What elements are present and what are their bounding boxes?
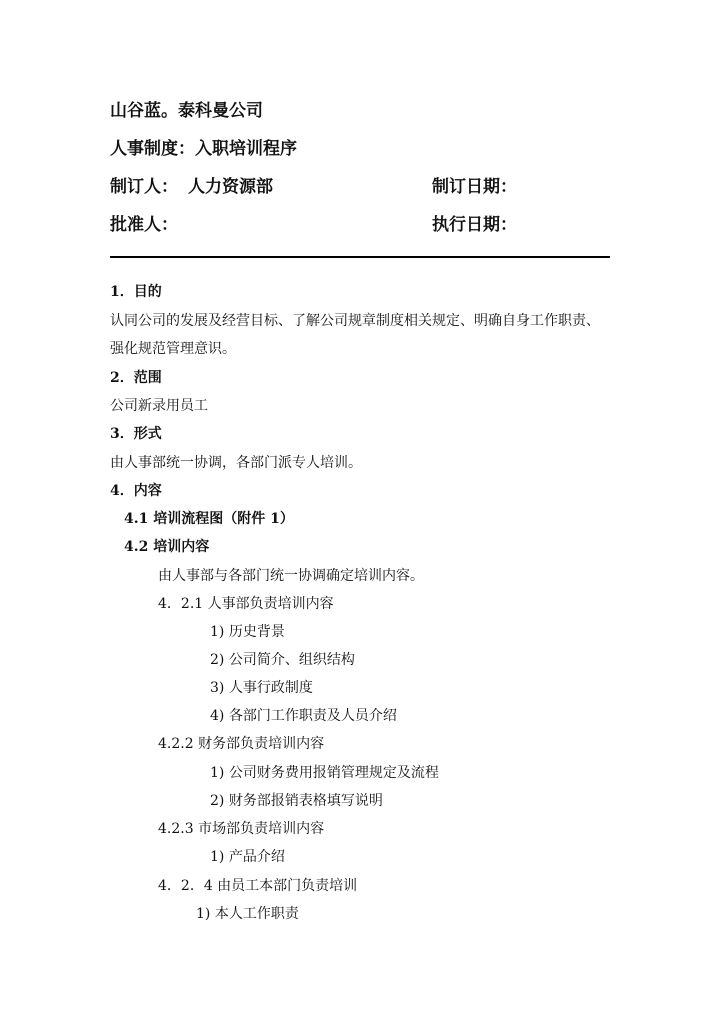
drafter-value: 人力资源部 — [188, 177, 273, 197]
section-3-title: 3．形式 — [110, 426, 162, 442]
section-4-2-text: 由人事部与各部门统一协调确定培训内容。 — [158, 568, 424, 584]
section-4-2-2-title: 4.2.2 财务部负责培训内容 — [158, 736, 325, 752]
exec-date-label: 执行日期： — [432, 215, 517, 235]
list-item: 3) 人事行政制度 — [210, 680, 313, 696]
policy-title: 人事制度：入职培训程序 — [110, 139, 297, 159]
list-item: 2) 财务部报销表格填写说明 — [210, 793, 383, 809]
section-3-text: 由人事部统一协调，各部门派专人培训。 — [110, 455, 362, 471]
list-item: 4) 各部门工作职责及人员介绍 — [210, 708, 397, 724]
section-4-2-title: 4.2 培训内容 — [124, 539, 210, 555]
section-1-title: 1．目的 — [110, 284, 162, 300]
list-item: 1) 历史背景 — [210, 624, 285, 640]
list-item: 2) 公司简介、组织结构 — [210, 652, 355, 668]
header-divider — [110, 256, 610, 258]
section-1-text-line-2: 强化规范管理意识。 — [110, 341, 236, 357]
company-title: 山谷蓝。泰科曼公司 — [110, 101, 263, 121]
section-2-title: 2．范围 — [110, 370, 162, 386]
section-2-text: 公司新录用员工 — [110, 398, 208, 414]
draft-date-label: 制订日期： — [432, 177, 517, 197]
section-4-1-title: 4.1 培训流程图（附件 1） — [124, 511, 294, 527]
list-item: 1) 产品介绍 — [210, 849, 285, 865]
drafter-label: 制订人： — [110, 177, 178, 197]
section-4-2-4-title: 4．2．4 由员工本部门负责培训 — [158, 878, 358, 894]
approver-label: 批准人： — [110, 215, 178, 235]
list-item: 1) 本人工作职责 — [196, 906, 299, 922]
section-1-text-line-1: 认同公司的发展及经营目标、了解公司规章制度相关规定、明确自身工作职责、 — [110, 313, 600, 329]
list-item: 1) 公司财务费用报销管理规定及流程 — [210, 765, 439, 781]
section-4-title: 4．内容 — [110, 483, 162, 499]
section-4-2-1-title: 4．2.1 人事部负责培训内容 — [158, 596, 334, 612]
section-4-2-3-title: 4.2.3 市场部负责培训内容 — [158, 821, 325, 837]
